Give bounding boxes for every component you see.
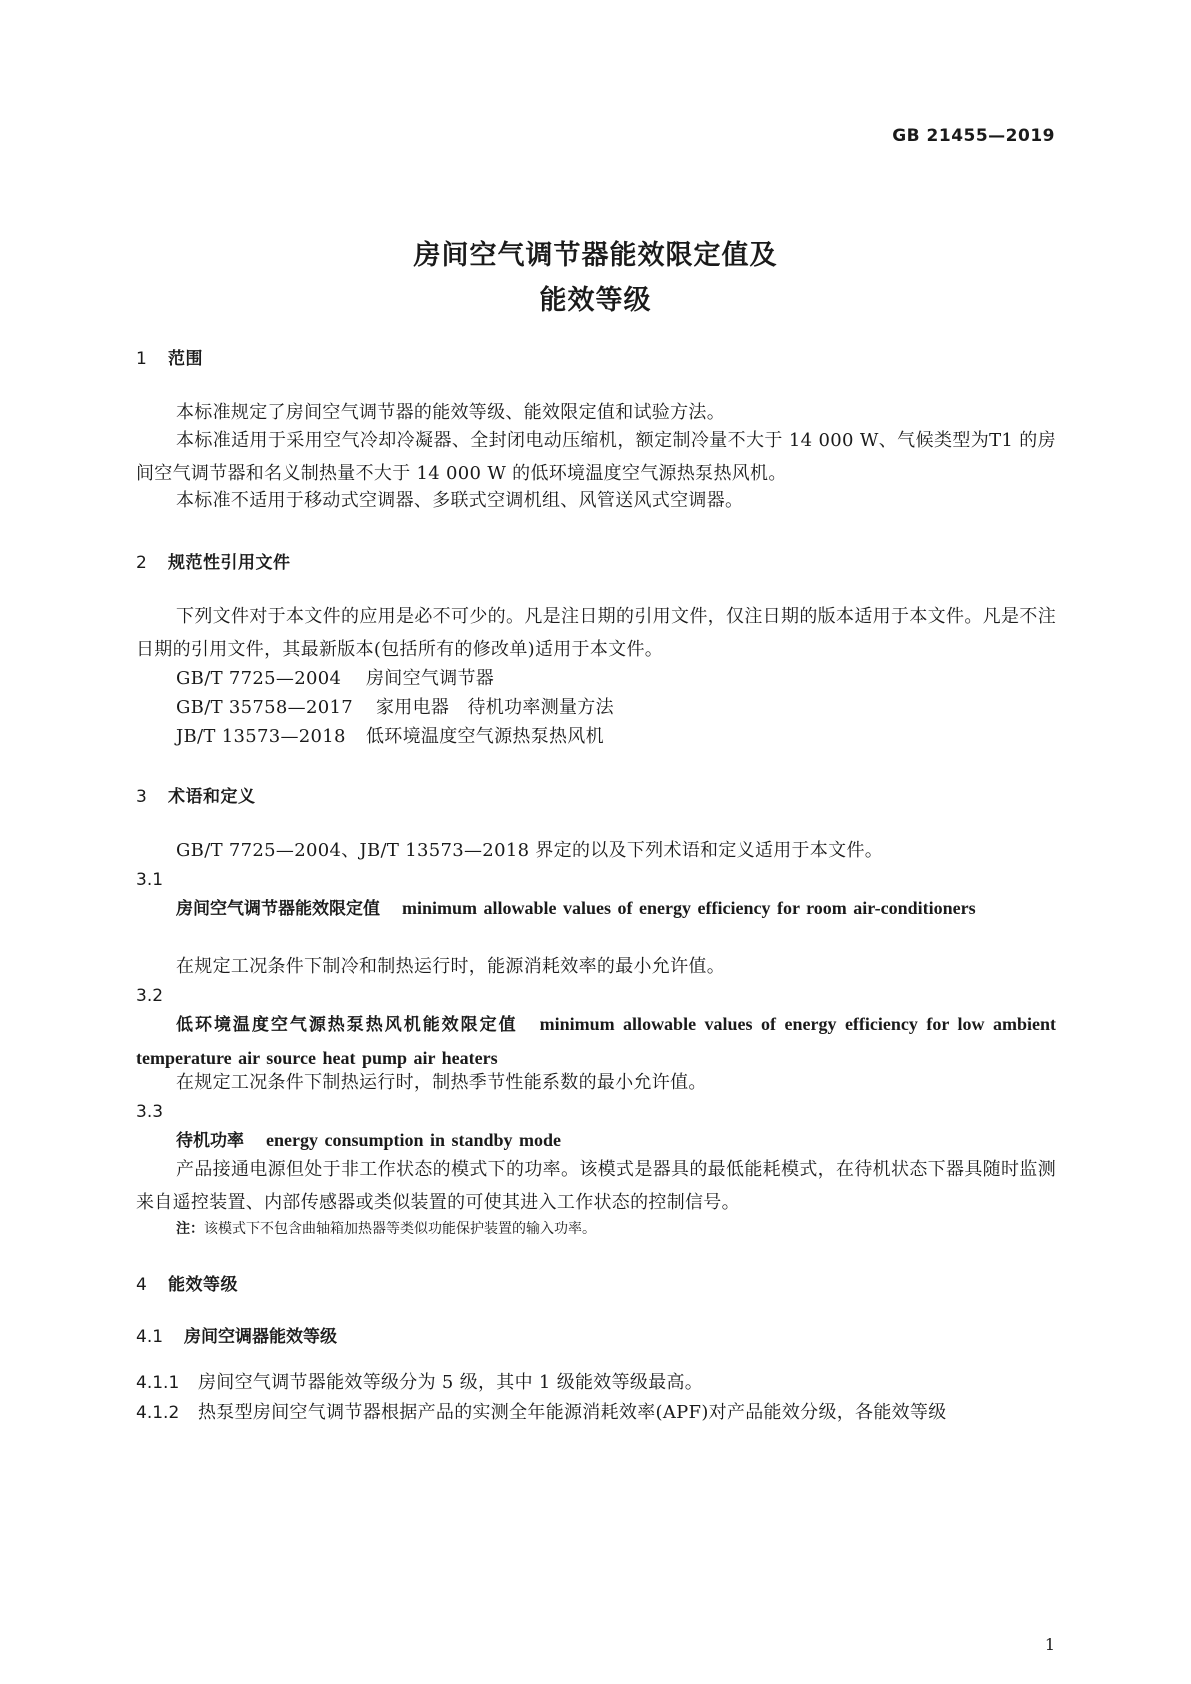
section-number: 3	[136, 787, 148, 807]
document-title-line2: 能效等级	[539, 285, 652, 316]
reference-item	[176, 722, 604, 748]
page-number: 1	[1044, 1635, 1055, 1654]
clause-4-1-2	[136, 1396, 1056, 1430]
note-label: 注：	[176, 1221, 204, 1237]
reference-code: GB/T 35758—2017	[176, 697, 353, 718]
term-number: 3.2	[136, 986, 164, 1006]
term-definition: 在规定工况条件下制热运行时，制热季节性能系数的最小允许值。	[176, 1072, 707, 1093]
reference-code: GB/T 7725—2004	[176, 668, 342, 689]
clause-text: 房间空气调节器能效等级分为 5 级，其中 1 级能效等级最高。	[198, 1372, 704, 1393]
section-heading-terms	[136, 782, 256, 807]
reference-item	[176, 664, 494, 690]
term-zh: 低环境温度空气源热泵热风机能效限定值	[176, 1015, 518, 1035]
section-number: 1	[136, 349, 148, 369]
term-en: minimum allowable values of energy efficiency for low ambient temperature air source heat pump air heaters	[136, 1014, 1056, 1068]
term-heading	[136, 892, 1056, 926]
term-en: minimum allowable values of energy efficiency for room air-conditioners	[402, 898, 976, 918]
standard-code: GB 21455—2019	[892, 126, 1055, 146]
term-definition: 产品接通电源但处于非工作状态的模式下的功率。该模式是器具的最低能耗模式，在待机状态下器具随时监测来自遥控装置、内部传感器或类似装置的可使其进入工作状态的控制信号。	[136, 1159, 1056, 1213]
note	[176, 1218, 596, 1238]
subsection-number: 4.1	[136, 1327, 164, 1347]
term-zh: 房间空气调节器能效限定值	[176, 899, 380, 919]
reference-name: 房间空气调节器	[366, 668, 495, 689]
term-number: 3.3	[136, 1102, 164, 1122]
section-title: 范围	[168, 349, 203, 369]
section-heading-scope	[136, 344, 203, 369]
scope-paragraph-2: 本标准适用于采用空气冷却冷凝器、全封闭电动压缩机，额定制冷量不大于 14 000 W、气候类型为T1 的房间空气调节器和名义制热量不大于 14 000 W 的低环境温度空气源热泵热风机。	[136, 430, 1056, 484]
section-number: 4	[136, 1275, 148, 1295]
scope-paragraph-3: 本标准不适用于移动式空调器、多联式空调机组、风管送风式空调器。	[176, 490, 744, 511]
section-title: 能效等级	[168, 1275, 238, 1295]
reference-code: JB/T 13573—2018	[176, 726, 346, 747]
section-title: 术语和定义	[168, 787, 256, 807]
section-heading-normative-references	[136, 548, 291, 573]
subsection-heading	[136, 1322, 337, 1347]
terms-intro: GB/T 7725—2004、JB/T 13573—2018 界定的以及下列术语和定义适用于本文件。	[176, 840, 884, 861]
term-number: 3.1	[136, 870, 164, 890]
subsection-title: 房间空调器能效等级	[184, 1327, 337, 1347]
section-title: 规范性引用文件	[168, 553, 291, 573]
term-en: energy consumption in standby mode	[266, 1130, 562, 1150]
clause-text: 热泵型房间空气调节器根据产品的实测全年能源消耗效率(APF)对产品能效分级，各能效等级	[198, 1402, 947, 1423]
clause-4-1-1	[136, 1366, 1056, 1400]
reference-name: 家用电器 待机功率测量方法	[376, 697, 614, 718]
note-text: 该模式下不包含曲轴箱加热器等类似功能保护装置的输入功率。	[204, 1221, 596, 1237]
reference-name: 低环境温度空气源热泵热风机	[366, 726, 604, 747]
term-zh: 待机功率	[176, 1131, 244, 1151]
document-title: 房间空气调节器能效限定值及	[413, 240, 778, 271]
term-definition: 在规定工况条件下制冷和制热运行时，能源消耗效率的最小允许值。	[176, 956, 725, 977]
references-intro: 下列文件对于本文件的应用是必不可少的。凡是注日期的引用文件，仅注日期的版本适用于本文件。凡是不注日期的引用文件，其最新版本(包括所有的修改单)适用于本文件。	[136, 606, 1056, 660]
section-heading-energy-grades	[136, 1270, 238, 1295]
section-number: 2	[136, 553, 148, 573]
clause-number: 4.1.1	[136, 1373, 180, 1393]
clause-number: 4.1.2	[136, 1403, 180, 1423]
scope-paragraph-1: 本标准规定了房间空气调节器的能效等级、能效限定值和试验方法。	[176, 402, 725, 423]
reference-item	[176, 693, 614, 719]
